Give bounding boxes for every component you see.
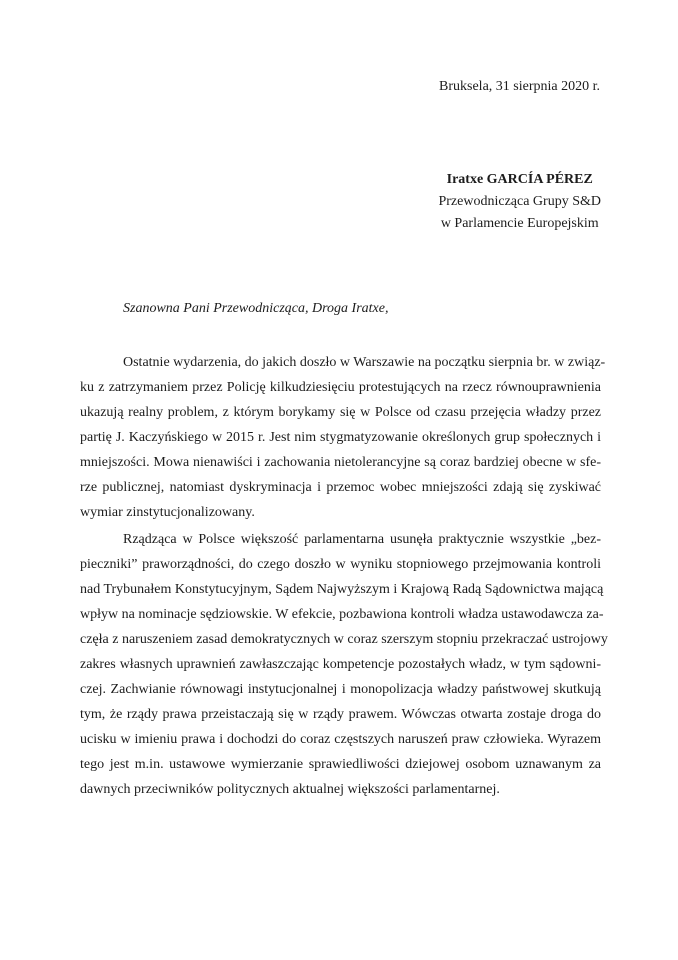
body-line: nad Trybunałem Konstytucyjnym, Sądem Najwyższym i Krajową Radą Sądownictwa mającą — [80, 582, 604, 597]
body-line: ku z zatrzymaniem przez Policję kilkudziesięciu protestujących na rzecz równouprawnienia — [80, 380, 601, 395]
body-line: Rządząca w Polsce większość parlamentarna usunęła praktycznie wszystkie „bez- — [123, 532, 601, 547]
body-line: wpływ na nominacje sędziowskie. W efekcie, pozbawiona kontroli władza ustawodawcza za- — [80, 607, 604, 622]
body-line: ukazują realny problem, z którym borykamy się w Polsce od czasu przejęcia władzy przez — [80, 405, 601, 420]
paragraph-2 — [80, 527, 608, 802]
recipient-block — [438, 169, 601, 235]
body-line: mniejszości. Mowa nienawiści i zachowania nietolerancyjne są coraz bardziej obecne w sfe- — [80, 455, 601, 470]
body-line: ucisku w imieniu prawa i dochodzi do coraz częstszych naruszeń praw człowieka. Wyrazem — [80, 732, 601, 747]
date-line: Bruksela, 31 sierpnia 2020 r. — [439, 79, 600, 94]
body-line: zakres własnych uprawnień zawłaszczając kompetencje pozostałych władz, w tym sądowni- — [80, 657, 601, 672]
salutation: Szanowna Pani Przewodnicząca, Droga Iratxe, — [123, 301, 389, 316]
body-line: dawnych przeciwników politycznych aktualnej większości parlamentarnej. — [80, 782, 500, 797]
body-line: tego jest m.in. ustawowe wymierzanie sprawiedliwości dziejowej osobom uznawanym za — [80, 757, 601, 772]
body-line: Ostatnie wydarzenia, do jakich doszło w Warszawie na początku sierpnia br. w związ- — [123, 355, 606, 370]
body-line: pieczniki” praworządności, do czego doszło w wyniku stopniowego przejmowania kontroli — [80, 557, 601, 572]
body-line: wymiar zinstytucjonalizowany. — [80, 505, 255, 520]
body-line: częła z naruszeniem zasad demokratycznych w coraz szerszym stopniu przekraczać ustrojowy — [80, 632, 608, 647]
body-line: czej. Zachwianie równowagi instytucjonalnej i monopolizacja władzy państwowej skutkują — [80, 682, 601, 697]
body-line: tym, że rządy prawa przeistaczają się w rządy prawem. Wówczas otwarta zostaje droga do — [80, 707, 601, 722]
recipient-organization: w Parlamencie Europejskim — [440, 216, 599, 231]
letter-body — [80, 350, 608, 802]
body-line: partię J. Kaczyńskiego w 2015 r. Jest nim stygmatyzowanie określonych grup społecznych i — [80, 430, 601, 445]
body-line: rze publicznej, natomiast dyskryminacja i przemoc wobec mniejszości zdają się zyskiwać — [80, 480, 601, 495]
recipient-name: Iratxe GARCÍA PÉREZ — [446, 172, 593, 187]
paragraph-1 — [80, 350, 606, 525]
recipient-role: Przewodnicząca Grupy S&D — [438, 194, 601, 209]
